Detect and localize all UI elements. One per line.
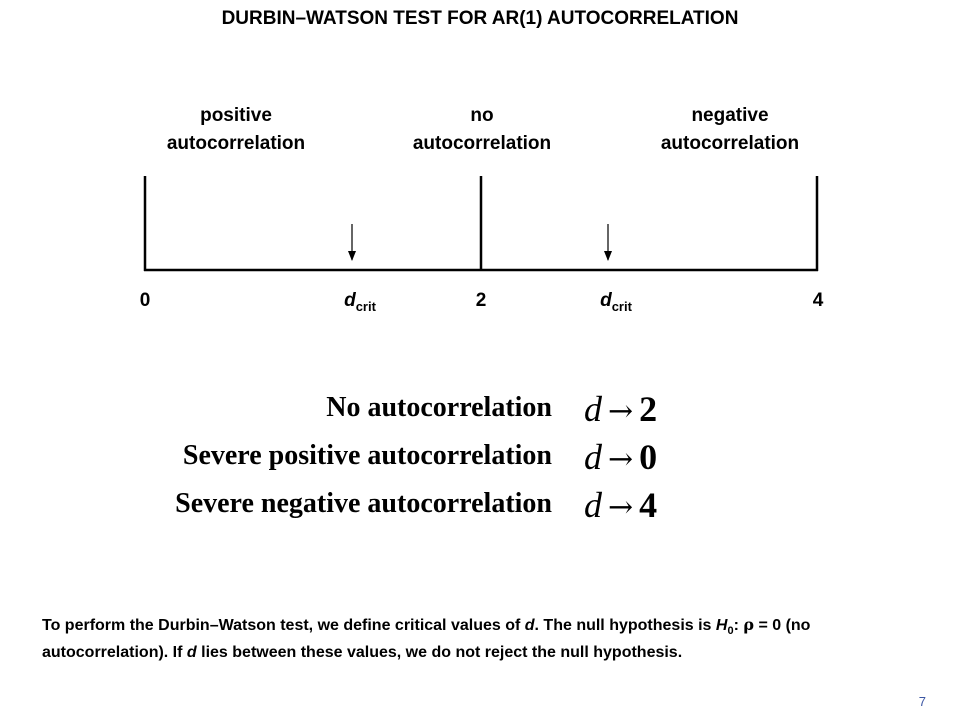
case-value: 4 [639, 485, 658, 525]
case-variable: d [584, 389, 602, 429]
region-label-line1: positive [200, 105, 272, 126]
slide-title: DURBIN–WATSON TEST FOR AR(1) AUTOCORRELATION [221, 8, 739, 29]
dcrit-subscript: crit [611, 299, 632, 314]
region-label-line1: negative [691, 105, 769, 126]
dcrit-variable: d [600, 290, 612, 311]
note-text: lies between these values, we do not reject the null hypothesis. [196, 644, 683, 662]
tick-label-dcrit-upper [600, 290, 632, 314]
case-variable: d [584, 485, 602, 525]
case-row [0, 437, 960, 488]
region-label-line2: autocorrelation [166, 133, 306, 154]
case-row [0, 389, 960, 440]
arrow-icon: → [608, 442, 634, 477]
page-number: 7 [918, 694, 926, 709]
dcrit-variable: d [344, 290, 356, 311]
case-label: No autocorrelation [326, 392, 552, 423]
region-label-line2: autocorrelation [412, 133, 552, 154]
case-variable: d [584, 437, 602, 477]
case-expression [584, 436, 657, 478]
note-d: d [186, 644, 197, 662]
note-h-subscript: 0 [727, 625, 734, 638]
dcrit-subscript: crit [355, 299, 376, 314]
explanation-note [42, 614, 932, 664]
note-text: . The null hypothesis is [534, 617, 716, 634]
dw-scale-diagram [0, 0, 960, 320]
arrow-icon: → [608, 490, 634, 525]
case-label: Severe negative autocorrelation [175, 488, 552, 519]
region-label-line1: no [470, 105, 494, 126]
tick-label-two: 2 [475, 290, 487, 311]
arrow-icon: → [608, 394, 634, 429]
case-value: 2 [639, 389, 658, 429]
note-text: : [733, 617, 744, 634]
case-expression [584, 484, 657, 526]
case-expression [584, 388, 657, 430]
tick-label-dcrit-lower [344, 290, 376, 314]
note-rho: ρ [743, 615, 754, 634]
tick-label-zero: 0 [139, 290, 151, 311]
note-h: H [715, 617, 728, 634]
case-label: Severe positive autocorrelation [182, 440, 552, 471]
case-row [0, 485, 960, 536]
tick-label-four: 4 [812, 290, 824, 311]
region-label-line2: autocorrelation [660, 133, 800, 154]
case-list [0, 389, 960, 536]
case-value: 0 [639, 437, 658, 477]
note-text: = 0 (no autocorrelation). If [42, 617, 811, 662]
note-text: To perform the Durbin–Watson test, we define critical values of [42, 617, 525, 634]
note-d: d [524, 617, 535, 634]
